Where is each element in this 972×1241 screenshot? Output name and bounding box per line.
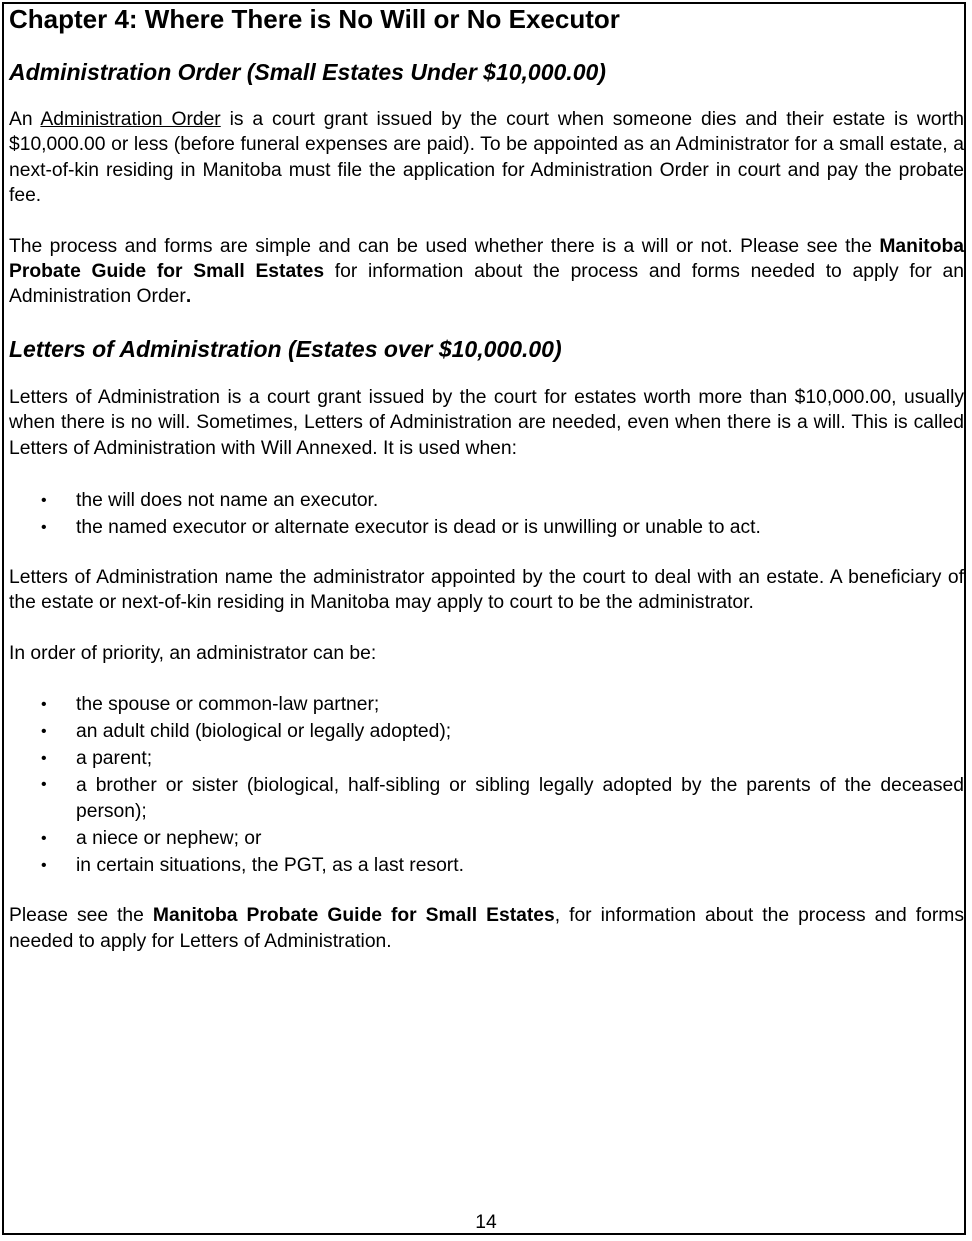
bullet-icon: • <box>41 519 47 537</box>
list-item <box>9 514 964 541</box>
text-run: an adult child (biological or legally adopted); <box>76 721 452 743</box>
list-item <box>9 852 964 879</box>
text-run: in certain situations, the PGT, as a last resort. <box>76 855 464 877</box>
list-item <box>9 691 964 718</box>
paragraph-process-and-forms <box>9 234 964 310</box>
text-run: An <box>9 109 41 130</box>
list-item <box>9 825 964 852</box>
bullet-list-will-annexed <box>9 487 964 541</box>
bullet-icon: • <box>41 750 47 768</box>
text-run: for information about the process and forms needed to apply for an Administration Order <box>9 261 964 308</box>
list-item <box>9 487 964 514</box>
administration-order-term: Administration Order <box>40 109 221 130</box>
bullet-icon: • <box>41 492 47 510</box>
paragraph-letters-definition: Letters of Administration is a court grant issued by the court for estates worth more than $10,000.00, usually when there is no will. Sometimes, Letters of Administration are needed, even when there is a will. This is called Letters of Administration with Will Annexed. It is used when: <box>9 386 964 459</box>
text-run: is a court grant issued by the court when someone dies and their estate is worth $10,000.00 or less (before funeral expenses are paid). To be appointed as an Administrator for a small estate, a next-of-kin residing in Manitoba must file the application for Administration Order in court and pay the probate fee. <box>9 109 964 207</box>
text-run: Please see the <box>9 905 153 927</box>
document-body <box>9 0 964 954</box>
paragraph-administrator-appointed: Letters of Administration name the administrator appointed by the court to deal with an estate. A beneficiary of the estate or next-of-kin residing in Manitoba may apply to court to be the administrator. <box>9 567 964 614</box>
paragraph-order-of-priority: In order of priority, an administrator can be: <box>9 642 377 664</box>
chapter-title: Chapter 4: Where There is No Will or No Executor <box>9 4 620 34</box>
text-run: the named executor or alternate executor is dead or is unwilling or unable to act. <box>76 517 761 539</box>
guide-title-bold: Manitoba Probate Guide for Small Estates <box>152 905 555 927</box>
paragraph-see-guide <box>9 903 964 954</box>
bullet-icon: • <box>41 723 47 741</box>
list-item <box>9 718 964 745</box>
section-title-administration-order: Administration Order (Small Estates Under $10,000.00) <box>9 59 606 85</box>
bullet-icon: • <box>41 696 47 714</box>
bullet-icon: • <box>41 830 47 848</box>
bullet-icon: • <box>41 776 47 794</box>
text-run: , for information about the process and forms needed to apply for Letters of Administration. <box>9 905 964 952</box>
text-run: the spouse or common-law partner; <box>76 694 380 716</box>
text-run: . <box>185 286 192 308</box>
page-number: 14 <box>475 1212 497 1233</box>
paragraph-administration-order-definition <box>9 107 964 209</box>
bullet-icon: • <box>41 857 47 875</box>
text-run: a niece or nephew; or <box>76 828 262 850</box>
text-run: The process and forms are simple and can be used whether there is a will or not. Please see the <box>9 235 880 257</box>
text-run: the will does not name an executor. <box>76 490 379 512</box>
section-title-letters-of-administration: Letters of Administration (Estates over $10,000.00) <box>9 335 562 362</box>
text-run: a parent; <box>76 748 153 770</box>
bullet-list-priority <box>9 691 964 879</box>
text-run: a brother or sister (biological, half-sibling or sibling legally adopted by the parents of the deceased person); <box>76 775 964 822</box>
list-item <box>9 745 964 772</box>
guide-title-bold: Manitoba Probate Guide for Small Estates <box>9 235 964 283</box>
list-item <box>9 772 964 825</box>
